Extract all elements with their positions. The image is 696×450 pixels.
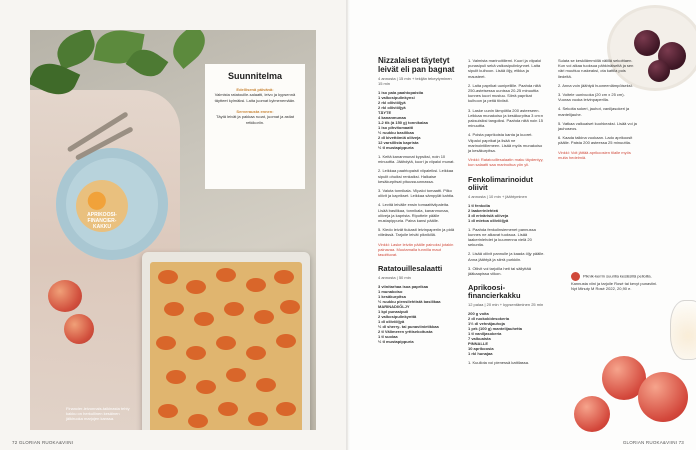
ingredient: 2 tl Välimeren yrttisekoitusta [378,329,433,335]
ingredient: ½ ruukku basilikaa [378,130,414,135]
ingredient: 3 dl erivärisiä oliiveja [468,212,509,218]
peach [638,372,688,422]
ratatouille-title: Ratatouillesalaatti [378,264,443,274]
recipe-column-1 [378,56,456,344]
recipe-column-2 [468,58,546,365]
fenkoli-meta: 4 annosta | 10 min + jäähtyminen [468,193,527,199]
step: 1. Kuullota voi pienessä kattilassa. [468,360,530,366]
pan-bagnat-meta: 4 annosta | 15 min + tekijän tekeytyminen 15 min [378,76,452,86]
ingredient: 7 valkuaista [468,336,491,342]
peach [574,396,610,432]
ingredient: 12 varsillista kaprista [378,140,419,145]
apricot-fruit [48,280,82,312]
page-gutter [346,0,350,450]
ingredient: 200 g voita [468,311,489,317]
plan-serve-text: Täytä leivät ja pakkaa ruoat, juomat ja astiat retkikoriin. [215,114,295,125]
leaf [52,30,100,70]
right-footer: GLORIAN RUOKA&VIINI 73 [622,440,684,445]
ingredient: 1 rkl hunajaa [468,351,493,357]
ingredient: 2 dl kivettömiä oliiveja [378,135,421,140]
ingredient: 2 laakerinlehteä [468,207,499,213]
tip-text: Vinkki: Laske leivän päälle painoksi jotakin painavaa. Muutamalla tunnilla maut tasoittuvat. [378,241,454,258]
ingredient: 1 munakoiso [378,289,403,295]
tip-text: Vinkki: Ratatouillesalaatin maku täydentyy, kun salaatti saa marinoitua yön yli. [468,157,544,168]
step: 5. Vatkaa valkuaiset kuohkeaksi. Lisää voi ja jauhoseos. [558,120,637,132]
pan-bagnat-title: Nizzalaiset täytetyt leivät eli pan bagnat [378,56,455,74]
plum [648,60,670,82]
pan-bagnat-ingredients [378,90,456,150]
step: 4. Sekoita sokeri, jauhot, vaniljasokeri ja mantelijauhe. [558,106,630,117]
wine-glass [670,300,696,360]
step: 6. Kaada taikina vuokaan. Lado aprikoosit päälle. Paista 200 asteessa 25 minuuttia. [558,135,633,146]
ingredient: 1 tl fenkolia [468,202,491,208]
ingredient: 3 viinitarhaa isoa paprikaa [378,284,429,290]
tip-icon [571,272,580,281]
ingredient: 1½ dl vehnäjauhoja [468,321,505,327]
apricot-cake [150,262,302,430]
plan-title: Suunnitelma [227,71,282,81]
ingredient: 1 iso pihvitomaatti [378,125,414,130]
ingredient: 1 dl oliiviöljyä [378,319,405,325]
plan-box [205,64,305,189]
ratatouille-meta: 4 annosta | 50 min [378,275,411,281]
ingredient: 2 valkosipulinkynttä [378,314,417,320]
step: 3. Oliivit voi tarjoilla heti tai säilyttää jääkaapissa viikon. [468,265,531,277]
ingredient: 1 kesäkurpitsa [378,294,406,300]
apricot-fruit [64,314,94,344]
plan-prep-text: Valmista ratatouille-salaatti, leivo ja kypsennä täytteet kylmäksi. Laita juomat kylmenemään. [214,92,296,103]
ingredient: 2 rkl oliiviöljyä [378,105,406,110]
ingredient: PINNALLE [468,341,488,347]
ingredient: 1 kpl punasipuli [378,309,409,315]
step: 1. Keitä kananmunat kypsiksi, noin 10 minuuttia. Jäähdytä, kuori ja viipaloi munat. [378,154,455,165]
ingredient: 1 dl mietoa oliiviöljyä [468,217,509,223]
tip-text: Vinkki: Voit jättää aprikoosien tilalle myös muita hedelmiä. [558,149,631,160]
step: Sulata se keskilämmöllä välillä sekoittaen. Kun voi alkaa tuoksua pähkinäiseltä ja sen väri muuttuu ruskeaksi, ota kattila pois liedeltä. [558,58,634,79]
ingredient: 1-2 tlk (à 150 g) tonnikalaa [378,120,428,125]
ingredient: 10 aprikoosia [468,346,494,352]
wine-tip [571,272,661,291]
ingredient: MARINADI/ÖLJY [378,304,410,310]
ingredient: 1 iso pala paahtopaistia [378,90,424,95]
plum [634,30,660,56]
cake-ingredients [468,311,546,356]
ingredient: 2 rkl oliiviöljyä [378,100,406,105]
step: 3. Laske uunin lämpötila 200 asteeseen. Leikkaa munakoiso ja kesäkurpitsa 3 cm:n paksuisiksi tangoiksi. Paahda niitä noin 15 minuuttia. [468,107,544,129]
step: 2. Anna voin jäähtyä huoneenlämpöiseksi. [558,82,633,88]
ingredient: 2 dl ruokokidesokeria [468,316,510,322]
step: 2. Leikkaa paahtopaisti viipaleiksi. Leikkaa sipulit ohuiksi renkaiksi. Halkaise kesäkurpitsat pituussuunnassa. [378,168,454,184]
step: 3. Valuta tonnikala. Viipaloi tomaatti. Pilko oliivit ja kaprikset. Leikkaa sämpylät kahtia. [378,188,455,199]
ingredient: ½ tl mustapippuria [378,145,414,150]
fenkoli-ingredients [468,203,546,223]
step: 2. Lisää oliivit pannulle ja kaada öljy päälle. Anna jäähtyä ja siirrä purkkiin. [468,251,545,262]
step: 4. Poista paprikoista kanta ja kuoret. Viipaloi paprikat ja lisää ne marinointiliemeen. Lisää myös munakoiso ja kesäkurpitsa. [468,132,543,154]
step: 5. Kiedo leivät tiukasti leivinpaperiin ja pidä viileässä. Tarjoile leivät piknikillä. [378,227,455,238]
step: 3. Voitele uunivuoka (20 cm x 25 cm). Vuoraa vuoka leivinpaperilla. [558,92,625,103]
ingredient: ½ ruukku piensilehtistä basilikaa [378,299,441,305]
apricot-caption: APRIKOOSI-FINANCIER-KAKKU [87,212,117,230]
ingredient: 1 tl suolaa [378,334,398,340]
recipe-column-3 [558,58,638,160]
left-footer: 72 GLORIAN RUOKA&VIINI [12,440,74,445]
ingredient: ½ tl mustapippuria [378,339,414,345]
ratatouille-ingredients [378,284,456,344]
ingredient: TÄYTE [378,110,392,115]
step: 1. Valmista marinoitiliemi. Kuori ja viipaloi punasipuli sekä valkosipulinkynnet. Laita sipulit kulhoon. Lisää öljy, etikka ja mausteet. [468,58,542,79]
cake-meta: 12 palaa | 20 min + kypsentäminen 25 min [468,302,544,308]
wine-tip-text: Piknik-kerrin suurilla kesäisillä pelloilla. Kannusta viini ja tarjoile Rosé tai kevyt punaviini. Nyt Minuty M Rosé 2022, 20,90 e. [571,273,658,292]
cake-title: Aprikoosi-financierkakku [468,283,521,301]
ingredient: 4 kananmunaa [378,115,406,120]
ingredient: 1 tl vaniljasokeria [468,331,502,337]
plan-serve-label: Serverausta ennen: [236,109,274,114]
right-page [348,0,696,450]
plan-prep-label: Edellisenä päivänä: [236,87,274,92]
photo-caption: Financier-leivonnais-taikinasta tehty kakku on herkullinen kesäinen jälkiruoka marjojen kanssa. [66,406,130,421]
step: 2. Laita paprikat uunipellille. Paahda niitä 250-asteisessa uunissa 20-25 minuuttia kunnes kuori mustuu. Siirrä paprikat kulhoon ja peitä tiiviisti. [468,82,541,104]
ingredient: ½ dl sherry- tai punaviinietikkaa [378,324,439,330]
ingredient: 1 prk (100 g) mantelijauhetta [468,326,523,332]
ingredient: 1 valkosipulinkynsi [378,95,415,100]
step: 4. Levitä leivälle ensin tomaattiviipaleita. Lisää basilikaa, tonnikala, kananmunaa, oliiveja ja kaprista. Ripottele päälle mustapippuria. Paina kansi päälle. [378,202,450,224]
fenkoli-title: Fenkolimarinoidut oliivit [468,174,534,192]
step: 1. Paahda fenkolinsiemenet pannussa kunnes ne alkavat tuoksua. Lisää laakerinlehdet ja kuumenna vielä 20 sekuntia. [468,226,536,248]
